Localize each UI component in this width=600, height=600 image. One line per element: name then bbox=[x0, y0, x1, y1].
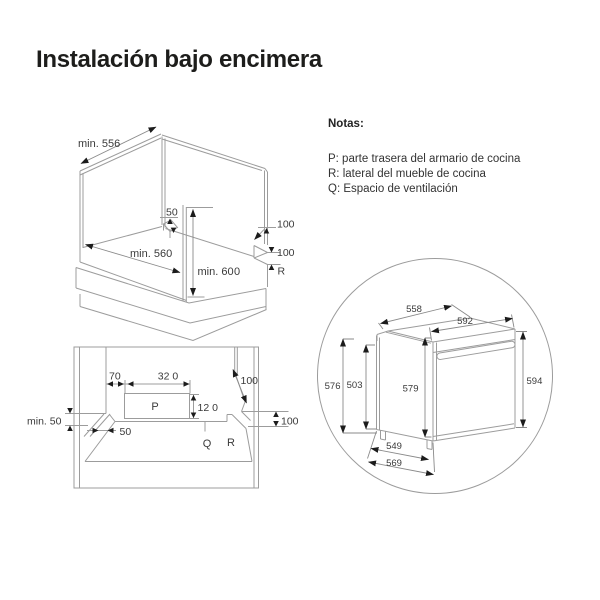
oven-dim-d-bottom-outer: 569 bbox=[386, 458, 402, 469]
rear-view-drawing bbox=[27, 347, 299, 488]
rear-dim-min-left: min. 50 bbox=[27, 415, 62, 428]
oven-dim-h-front: 579 bbox=[402, 383, 419, 395]
iso-dim-vent-lower: 100 bbox=[277, 247, 295, 259]
rear-dim-cutout-width: 32 0 bbox=[157, 370, 179, 383]
rear-label-p: P bbox=[151, 401, 159, 413]
iso-dim-back-gap: 50 bbox=[166, 206, 178, 219]
oven-dim-h-inner: 503 bbox=[346, 380, 363, 391]
page-title: Instalación bajo encimera bbox=[36, 46, 322, 73]
rear-dim-offset-left: 70 bbox=[109, 370, 121, 383]
iso-dim-height-zero: 0 bbox=[234, 266, 241, 278]
detail-circle bbox=[318, 259, 553, 494]
note-line-q: Q: Espacio de ventilación bbox=[328, 183, 458, 195]
notes-heading: Notas: bbox=[328, 118, 364, 130]
oven-dim-depth-top: 558 bbox=[406, 304, 422, 315]
oven-dim-width-top: 592 bbox=[457, 316, 473, 327]
iso-cabinet-drawing bbox=[76, 127, 295, 341]
rear-dim-cutout-height: 12 0 bbox=[197, 402, 218, 414]
iso-dim-floor: min. 560 bbox=[130, 248, 173, 260]
rear-label-r: R bbox=[227, 437, 235, 449]
oven-detail-drawing bbox=[318, 259, 553, 494]
iso-dim-top-edge: min. 556 bbox=[78, 138, 121, 150]
iso-dim-height: min. 60 bbox=[197, 266, 234, 278]
iso-dim-vent-upper: 100 bbox=[277, 218, 295, 231]
oven-dim-h-outer: 576 bbox=[324, 381, 341, 392]
rear-dim-side-gap: 100 bbox=[281, 415, 299, 428]
note-line-r: R: lateral del mueble de cocina bbox=[328, 168, 486, 180]
oven-dim-h-right: 594 bbox=[526, 376, 543, 387]
iso-label-r: R bbox=[277, 265, 286, 278]
rear-label-q: Q bbox=[202, 438, 212, 450]
rear-dim-plinth: 50 bbox=[119, 426, 132, 438]
note-line-p: P: parte trasera del armario de cocina bbox=[328, 153, 521, 165]
rear-dim-chamfer: 100 bbox=[240, 375, 259, 387]
oven-dim-d-bottom-inner: 549 bbox=[386, 441, 402, 452]
